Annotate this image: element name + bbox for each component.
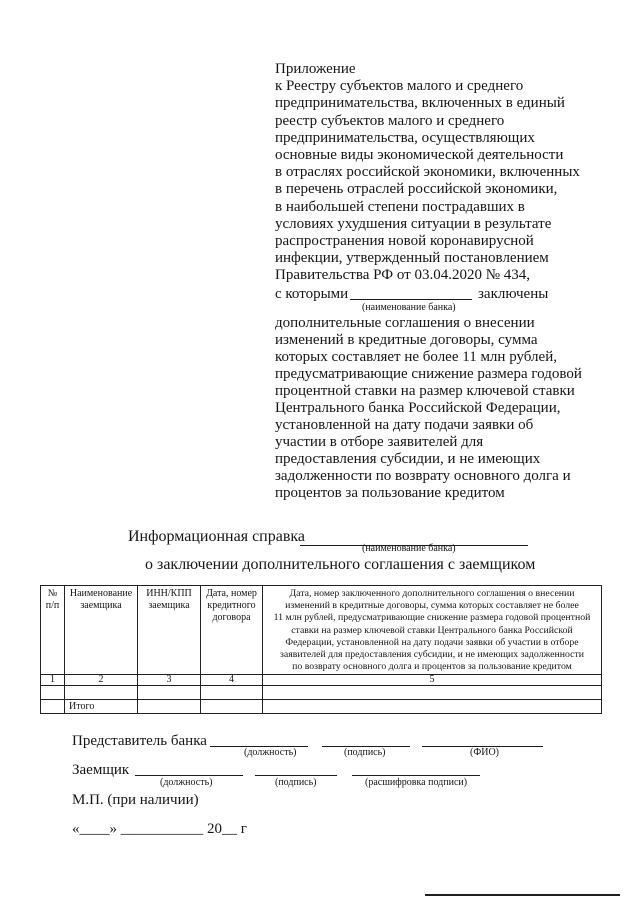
appendix-line: распространения новой коронавирусной (275, 232, 534, 249)
appendix-closing (275, 315, 582, 502)
borrower-signature-caption: (подпись) (275, 777, 317, 788)
appendix-line: условиях ухудшения ситуации в результате (275, 215, 552, 232)
appendix-line: реестр субъектов малого и среднего (275, 112, 505, 129)
document-title: Информационная справка (128, 528, 306, 545)
appendix-line: к Реестру субъектов малого и среднего (275, 78, 524, 95)
appendix-title: Приложение (275, 61, 356, 77)
date-line: «____» ___________ 20__ г (72, 821, 247, 837)
agreements-table (40, 585, 602, 714)
appendix-line: участии в отборе заявителей для (275, 434, 484, 450)
bank-signature-caption: (подпись) (344, 747, 386, 758)
appendix-line: процентной ставки на размер ключевой ставки (275, 383, 575, 399)
bank-fullname-caption: (ФИО) (470, 747, 500, 758)
table-cell (41, 700, 65, 714)
borrower-label: Заемщик (72, 762, 130, 778)
borrower-position-blank-line (135, 775, 243, 776)
table-row (41, 686, 602, 700)
table-cell (201, 686, 263, 700)
header-loan-agreement: Дата, номер кредитного договора (201, 586, 263, 675)
table-cell (41, 686, 65, 700)
table-cell (65, 686, 138, 700)
bank-representative-label: Представитель банка (72, 733, 207, 749)
appendix-line: которых составляет не более 11 млн рублей, (275, 349, 557, 365)
header-supplementary-agreement: Дата, номер заключенного дополнительного соглашения о внесении изменений в кредитные договоры, сумма которых составляет не более 11 млн рублей, предусматривающие снижение размера годовой процентной ставки на размер ключевой ставки Центрального банка Российской Федерации, установленной на дату подачи заявки об участии в отборе заявителей для предоставления субсидии, и не имеющих задолженности по возврату основного долга и процентов за пользование кредитом (263, 586, 602, 675)
appendix-intro (275, 61, 580, 284)
header-inn-kpp: ИНН/КПП заемщика (138, 586, 201, 675)
appendix-line: предоставления субсидии, и не имеющих (275, 451, 541, 467)
appendix-line: процентов за пользование кредитом (275, 485, 505, 501)
bank-line-suffix: заключены (478, 286, 549, 302)
appendix-line: задолженности по возврату основного долга и (275, 468, 571, 484)
appendix-line: дополнительные соглашения о внесении (275, 315, 535, 331)
borrower-name-blank-line (352, 775, 480, 776)
bank-line-prefix: с которыми (275, 286, 349, 302)
column-number: 1 (41, 675, 65, 686)
appendix-line: предусматривающие снижение размера годовой (275, 366, 582, 382)
appendix-line: предпринимательства, осуществляющих (275, 129, 535, 146)
scan-edge-line (425, 894, 620, 896)
borrower-name-caption: (расшифровка подписи) (365, 777, 468, 788)
column-number: 2 (65, 675, 138, 686)
appendix-line: Правительства РФ от 03.04.2020 № 434, (275, 267, 530, 284)
table-column-numbers-row (41, 675, 602, 686)
table-cell (263, 686, 602, 700)
column-number: 4 (201, 675, 263, 686)
bank-name-caption: (наименование банка) (362, 302, 456, 313)
seal-label: М.П. (при наличии) (72, 792, 199, 808)
bank-position-caption: (должность) (244, 747, 297, 758)
appendix-line: в наибольшей степени пострадавших в (275, 198, 525, 215)
bank-name-blank-line (350, 299, 472, 300)
total-label: Итого (65, 700, 138, 714)
header-row-number: № п/п (41, 586, 65, 675)
column-number: 5 (263, 675, 602, 686)
appendix-line: предпринимательства, включенных в единый (275, 95, 565, 112)
table-header-row (41, 586, 602, 675)
table-total-row (41, 700, 602, 714)
appendix-line: основные виды экономической деятельности (275, 146, 564, 163)
column-number: 3 (138, 675, 201, 686)
appendix-line: в перечень отраслей российской экономики, (275, 181, 558, 198)
title-bank-caption: (наименование банка) (362, 543, 456, 554)
appendix-line: изменений в кредитные договоры, сумма (275, 332, 538, 348)
appendix-line: инфекции, утвержденный постановлением (275, 250, 549, 267)
borrower-position-caption: (должность) (160, 777, 213, 788)
borrower-signature-blank-line (255, 775, 337, 776)
appendix-line: Центрального банка Российской Федерации, (275, 400, 561, 416)
document-subtitle: о заключении дополнительного соглашения с заемщиком (145, 556, 536, 573)
table-cell (201, 700, 263, 714)
appendix-line: установленной на дату подачи заявки об (275, 417, 534, 433)
table-cell (138, 686, 201, 700)
table-cell (263, 700, 602, 714)
table-cell (138, 700, 201, 714)
appendix-line: в отраслях российской экономики, включенных (275, 164, 580, 181)
header-borrower-name: Наименование заемщика (65, 586, 138, 675)
